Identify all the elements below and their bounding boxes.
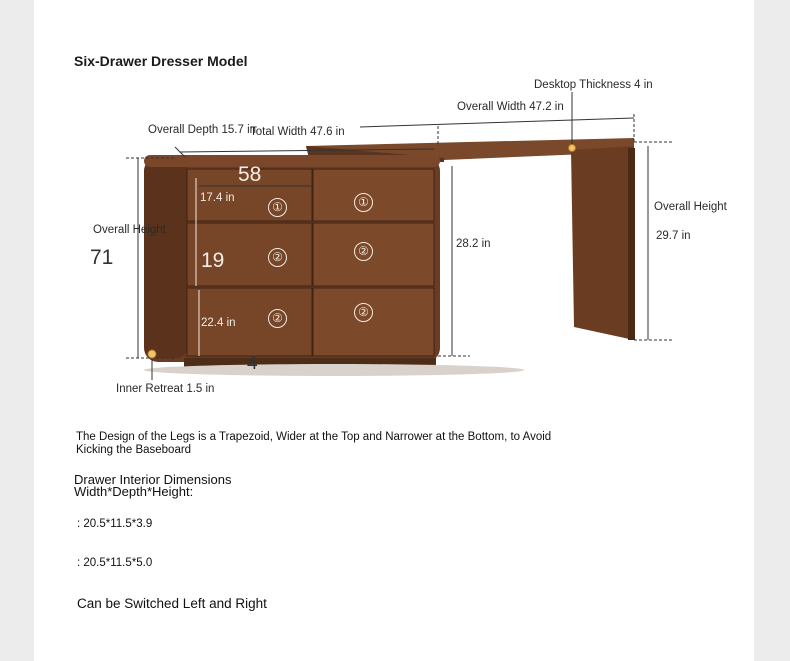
overall-height-right-label: Overall Height: [654, 201, 727, 213]
interior-dimension-2: : 20.5*11.5*5.0: [77, 557, 153, 569]
total-width-label: Total Width 47.6 in: [250, 126, 345, 138]
drawer-number-2: ①: [354, 193, 373, 212]
drawer-number-6: ②: [354, 303, 373, 322]
drawer-top-cm-label: 58: [238, 163, 262, 186]
interior-dimension-1: : 20.5*11.5*3.9: [77, 518, 153, 530]
accent-dot-bottom: [148, 350, 156, 358]
drawer-mid-cm-label: 19: [201, 249, 225, 272]
drawer-number-5: ②: [268, 309, 287, 328]
desk-leg-edge: [628, 148, 635, 340]
drawer-number-3: ②: [268, 248, 287, 267]
interior-dimensions-title: Drawer Interior Dimensions: [74, 472, 232, 487]
switch-note: Can be Switched Left and Right: [77, 596, 267, 611]
drawer-front-2: [313, 169, 434, 221]
overall-height-left-cm: 71: [90, 246, 114, 269]
desktop-thickness-label: Desktop Thickness 4 in: [534, 79, 653, 91]
page-title: Six-Drawer Dresser Model: [74, 53, 248, 69]
overall-width-label: Overall Width 47.2 in: [457, 101, 564, 113]
drawer-front-4: [313, 223, 434, 286]
interior-dimensions-subtitle: Width*Depth*Height:: [74, 484, 194, 499]
drawer-top-inner-label: 17.4 in: [200, 192, 235, 204]
dresser-diagram: [34, 0, 754, 420]
legs-design-note: The Design of the Legs is a Trapezoid, Wider at the Top and Narrower at the Bottom, to Avoid Kicking the Baseboard: [76, 431, 552, 456]
overall-depth-label: Overall Depth 15.7 in: [148, 124, 257, 136]
inner-retreat-label: Inner Retreat 1.5 in: [116, 383, 215, 395]
desk-leg: [571, 146, 634, 340]
accent-dot-top: [569, 145, 576, 152]
height-28-label: 28.2 in: [456, 238, 491, 250]
inner-retreat-cm-label: 4: [247, 353, 258, 374]
product-page: [34, 0, 754, 661]
dresser-top: [144, 155, 440, 167]
overall-height-right-value: 29.7 in: [656, 230, 691, 242]
drawer-number-1: ①: [268, 198, 287, 217]
dresser-side: [144, 160, 188, 358]
drawer-bottom-inner-label: 22.4 in: [201, 317, 236, 329]
drawer-number-4: ②: [354, 242, 373, 261]
overall-height-left-label: Overall Height: [93, 224, 166, 236]
drawer-front-6: [313, 288, 434, 356]
